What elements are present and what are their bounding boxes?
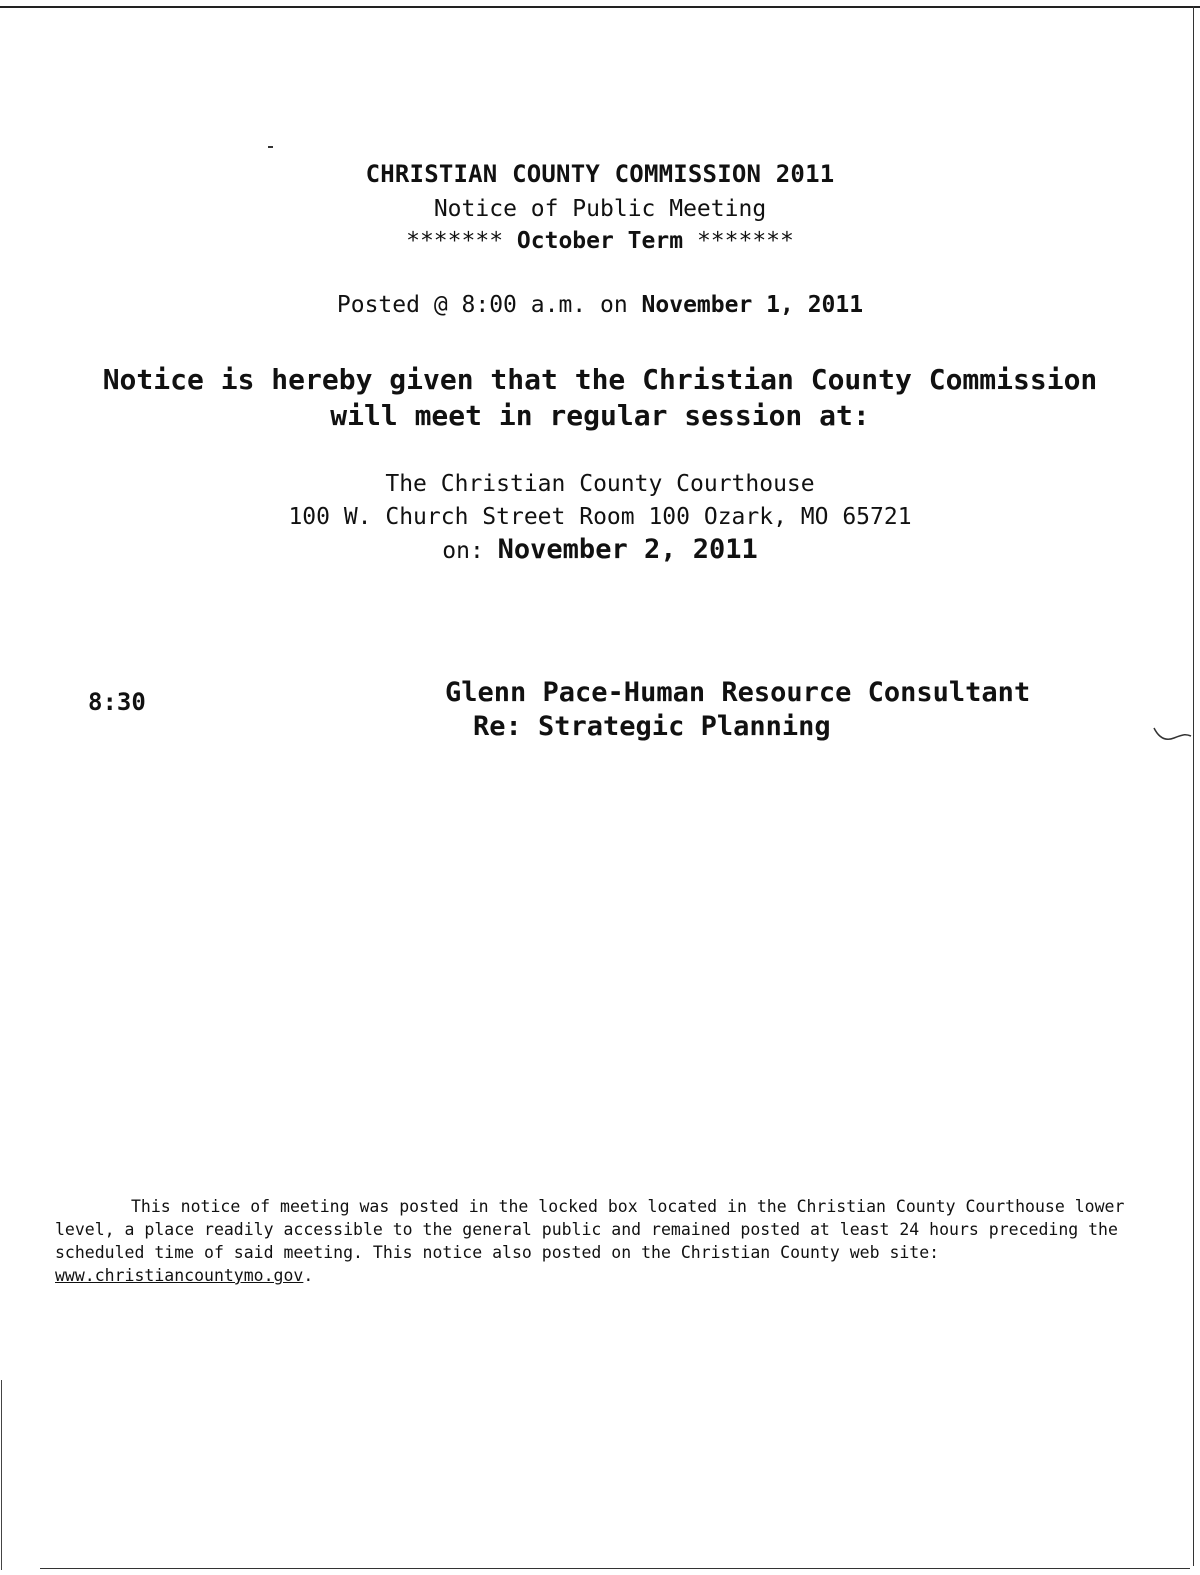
website-link[interactable]: www.christiancountymo.gov (55, 1266, 304, 1285)
meeting-location (0, 468, 1200, 534)
term-prefix: ******* (406, 228, 504, 254)
agenda-item-title: Glenn Pace-Human Resource Consultant (445, 677, 1031, 708)
meeting-on-label: on: (442, 538, 484, 564)
scan-border-left (1, 1380, 2, 1570)
posted-line (0, 292, 1200, 318)
location-address: 100 W. Church Street Room 100 Ozark, MO 65721 (288, 504, 912, 530)
posting-footnote (55, 1195, 1145, 1287)
scan-border-bottom (40, 1568, 1190, 1569)
meeting-date-line (0, 534, 1200, 565)
scan-speck (268, 146, 273, 148)
scan-border-top (0, 6, 1200, 8)
notice-line-2: will meet in regular session at: (330, 399, 870, 432)
document-title: CHRISTIAN COUNTY COMMISSION 2011 (365, 160, 835, 188)
agenda-item-re: Re: Strategic Planning (473, 711, 831, 742)
scan-mark (1152, 722, 1192, 746)
term-suffix: ******* (696, 228, 794, 254)
location-name: The Christian County Courthouse (385, 471, 815, 497)
footnote-end: . (303, 1266, 314, 1285)
term-line (0, 228, 1200, 254)
term-name: October Term (516, 228, 684, 254)
agenda-time: 8:30 (88, 688, 146, 716)
agenda-item (445, 676, 1030, 744)
footnote-text: This notice of meeting was posted in the locked box located in the Christian County Courthouse lower level, a place readily accessible to the general public and remained posted at least 24 hours preceding the scheduled time of said meeting. This notice also posted on the Christian County web site: (55, 1197, 1125, 1262)
meeting-date: November 2, 2011 (497, 534, 758, 565)
notice-statement (0, 362, 1200, 434)
posted-prefix: Posted @ 8:00 a.m. on (336, 292, 628, 318)
notice-line-1: Notice is hereby given that the Christian County Commission (102, 363, 1098, 396)
posted-date: November 1, 2011 (641, 292, 864, 318)
document-subtitle: Notice of Public Meeting (433, 196, 767, 222)
